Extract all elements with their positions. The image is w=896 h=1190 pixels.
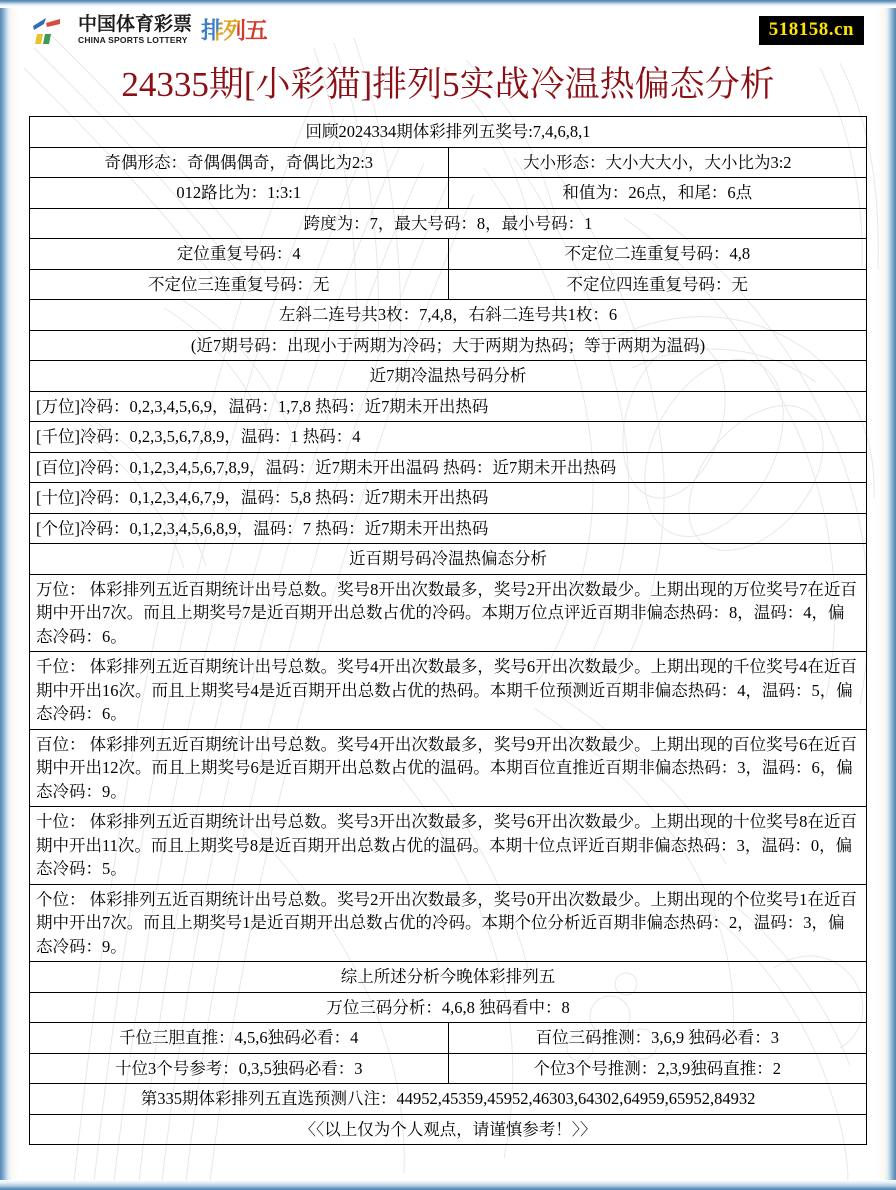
parity-pattern: 奇偶形态：奇偶偶偶奇，奇偶比为2:3 bbox=[30, 147, 449, 178]
summary-qian: 千位三胆直推：4,5,6独码必看：4 bbox=[30, 1023, 449, 1054]
table-row bbox=[30, 147, 867, 178]
size-pattern: 大小形态：大小大大小，大小比为3:2 bbox=[448, 147, 867, 178]
logo-text-english: CHINA SPORTS LOTTERY bbox=[78, 35, 188, 45]
table-row bbox=[30, 1023, 867, 1054]
page-title: 24335期[小彩猫]排列5实战冷温热偏态分析 bbox=[121, 65, 775, 104]
table-row bbox=[30, 422, 867, 453]
site-header bbox=[14, 0, 882, 64]
table-row bbox=[30, 807, 867, 885]
cold-warm-hot-qian: [千位]冷码：0,2,3,5,6,7,8,9，温码：1 热码：4 bbox=[30, 422, 867, 453]
table-row bbox=[30, 208, 867, 239]
table-row bbox=[30, 483, 867, 514]
diagonal-row: 左斜二连号共3枚：7,4,8，右斜二连号共1枚：6 bbox=[30, 300, 867, 331]
lottery-logo bbox=[30, 12, 267, 48]
paragraph-ge: 个位： 体彩排列五近百期统计出号总数。奖号2开出次数最多，奖号0开出次数最少。上期出现的个位奖号1在近百期中开出7次。而且上期奖号1是近百期开出总数占优的冷码。本期个位分析近百期非偏态热码：2，温码：3，偏态冷码：9。 bbox=[30, 884, 867, 962]
site-url-badge: 518158.cn bbox=[759, 16, 864, 45]
logo-game-name: 排列五 bbox=[201, 17, 268, 43]
table-row bbox=[30, 652, 867, 730]
table-row bbox=[30, 330, 867, 361]
paragraph-qian: 千位： 体彩排列五近百期统计出号总数。奖号4开出次数最多，奖号6开出次数最少。上期出现的千位奖号4在近百期中开出16次。而且上期奖号4是近百期开出总数占优的热码。本期千位预测近百期非偏态热码：4，温码：5，偏态冷码：6。 bbox=[30, 652, 867, 730]
table-row bbox=[30, 300, 867, 331]
paragraph-bai: 百位： 体彩排列五近百期统计出号总数。奖号4开出次数最多，奖号9开出次数最少。上期出现的百位奖号6在近百期中开出12次。而且上期奖号6是近百期开出总数占优的温码。本期百位直推近百期非偏态热码：3，温码：6，偏态冷码：9。 bbox=[30, 729, 867, 807]
table-row bbox=[30, 361, 867, 392]
analysis-table bbox=[29, 116, 867, 1145]
road012-ratio: 012路比为：1:3:1 bbox=[30, 178, 449, 209]
positional-repeat: 定位重复号码：4 bbox=[30, 239, 449, 270]
section-header-7periods: 近7期冷温热号码分析 bbox=[30, 361, 867, 392]
span-row: 跨度为：7，最大号码：8，最小号码：1 bbox=[30, 208, 867, 239]
paragraph-shi: 十位： 体彩排列五近百期统计出号总数。奖号3开出次数最多，奖号6开出次数最少。上期出现的十位奖号8在近百期中开出11次。而且上期奖号8是近百期开出总数占优的温码。本期十位点评近百期非偏态热码：3，温码：0，偏态冷码：5。 bbox=[30, 807, 867, 885]
sum-value: 和值为：26点，和尾：6点 bbox=[448, 178, 867, 209]
table-row bbox=[30, 178, 867, 209]
table-row bbox=[30, 544, 867, 575]
table-row bbox=[30, 962, 867, 993]
summary-shi: 十位3个号参考：0,3,5独码必看：3 bbox=[30, 1053, 449, 1084]
logo-text-chinese: 中国体育彩票 bbox=[78, 14, 193, 35]
table-row bbox=[30, 992, 867, 1023]
table-row bbox=[30, 117, 867, 148]
table-row bbox=[30, 452, 867, 483]
summary-bai: 百位三码推测：3,6,9 独码必看：3 bbox=[448, 1023, 867, 1054]
table-row bbox=[30, 729, 867, 807]
table-row bbox=[30, 269, 867, 300]
table-row bbox=[30, 239, 867, 270]
table-row bbox=[30, 884, 867, 962]
disclaimer-row: 〈〈以上仅为个人观点，请谨慎参考！〉〉 bbox=[30, 1114, 867, 1145]
legend-row: (近7期号码：出现小于两期为冷码；大于两期为热码；等于两期为温码) bbox=[30, 330, 867, 361]
summary-ge: 个位3个号推测：2,3,9独码直推：2 bbox=[448, 1053, 867, 1084]
section-header-100periods: 近百期号码冷温热偏态分析 bbox=[30, 544, 867, 575]
table-row bbox=[30, 391, 867, 422]
section-header-summary: 综上所述分析今晚体彩排列五 bbox=[30, 962, 867, 993]
cold-warm-hot-bai: [百位]冷码：0,1,2,3,4,5,6,7,8,9，温码：近7期未开出温码 热码：近7期未开出热码 bbox=[30, 452, 867, 483]
table-row bbox=[30, 574, 867, 652]
paragraph-wan: 万位： 体彩排列五近百期统计出号总数。奖号8开出次数最多，奖号2开出次数最少。上期出现的万位奖号7在近百期中开出7次。而且上期奖号7是近百期开出总数占优的冷码。本期万位点评近百期非偏态热码：8，温码：4，偏态冷码：6。 bbox=[30, 574, 867, 652]
cold-warm-hot-wan: [万位]冷码：0,2,3,4,5,6,9，温码：1,7,8 热码：近7期未开出热码 bbox=[30, 391, 867, 422]
nonpositional-quad-repeat: 不定位四连重复号码：无 bbox=[448, 269, 867, 300]
table-row bbox=[30, 1084, 867, 1115]
review-headline: 回顾2024334期体彩排列五奖号:7,4,6,8,1 bbox=[30, 117, 867, 148]
cold-warm-hot-ge: [个位]冷码：0,1,2,3,4,5,6,8,9，温码：7 热码：近7期未开出热码 bbox=[30, 513, 867, 544]
table-row bbox=[30, 513, 867, 544]
table-row bbox=[30, 1053, 867, 1084]
cold-warm-hot-shi: [十位]冷码：0,1,2,3,4,6,7,9，温码：5,8 热码：近7期未开出热码 bbox=[30, 483, 867, 514]
nonpositional-double-repeat: 不定位二连重复号码：4,8 bbox=[448, 239, 867, 270]
summary-wan: 万位三码分析：4,6,8 独码看中：8 bbox=[30, 992, 867, 1023]
table-row bbox=[30, 1114, 867, 1145]
nonpositional-triple-repeat: 不定位三连重复号码：无 bbox=[30, 269, 449, 300]
forecast-row: 第335期体彩排列五直选预测八注：44952,45359,45952,46303,64302,64959,65952,84932 bbox=[30, 1084, 867, 1115]
sports-lottery-icon bbox=[30, 12, 72, 48]
